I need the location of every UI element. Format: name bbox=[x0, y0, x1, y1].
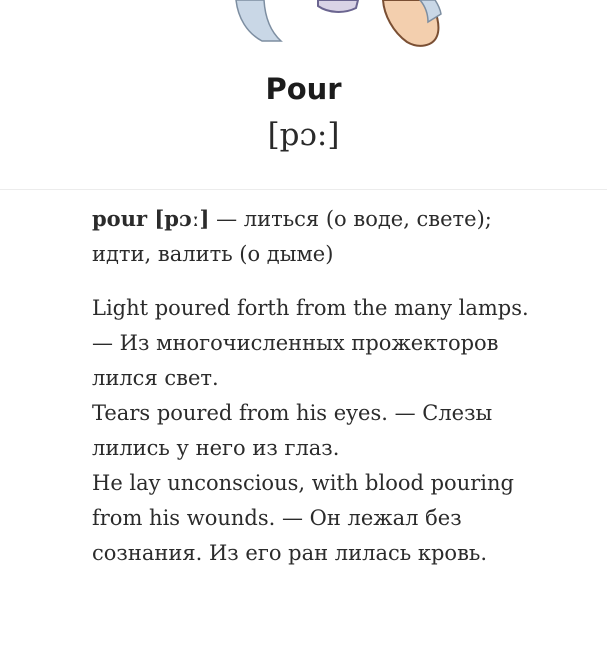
definition bbox=[92, 201, 532, 272]
card-transcription: [pɔ:] bbox=[267, 117, 340, 153]
example-sentence: Tears poured from his eyes. — Слезы лились у него из глаз. bbox=[92, 401, 493, 460]
card-word: Pour bbox=[265, 72, 342, 106]
example-sentence: Light poured forth from the many lamps. — Из многочисленных прожекторов лился свет. bbox=[92, 296, 529, 390]
definition-text: — литься (о воде, свете); идти, валить (о дыме) bbox=[92, 207, 492, 266]
example-sentence: He lay unconscious, with blood pouring from his wounds. — Он лежал без сознания. Из его ран лилась кровь. bbox=[92, 471, 514, 565]
mug bbox=[318, 0, 358, 12]
shirt-sleeve bbox=[236, 0, 281, 41]
headword: pour [pɔː] bbox=[92, 206, 210, 231]
entry-content bbox=[92, 201, 532, 571]
word-card bbox=[0, 0, 607, 190]
examples-list bbox=[92, 291, 532, 571]
illustration-person-pouring bbox=[0, 0, 607, 60]
